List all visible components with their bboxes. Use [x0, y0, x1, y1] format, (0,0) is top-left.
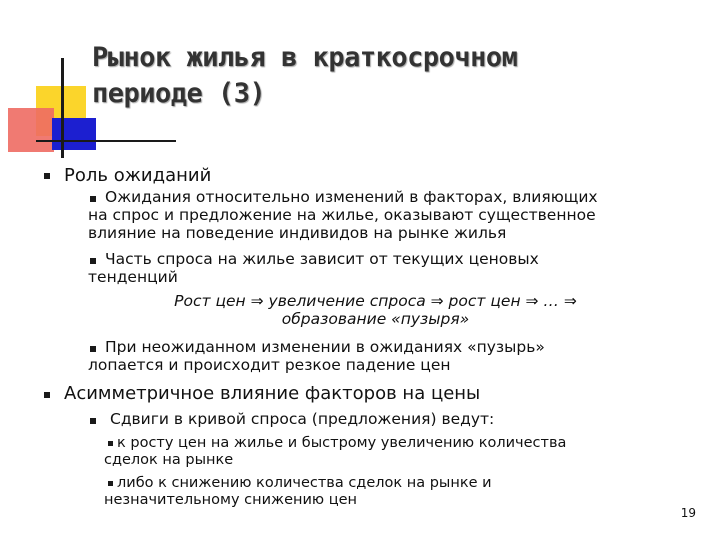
sub-item-line: Ожидания относительно изменений в факторах, влияющих — [105, 188, 598, 206]
sub-item-line: Сдвиги в кривой спроса (предложения) ведут: — [110, 410, 495, 428]
bullet-square-icon — [90, 196, 96, 202]
bullet-square-icon — [90, 346, 96, 352]
sub-item-line: тенденций — [88, 268, 178, 286]
slide-title — [92, 40, 517, 112]
bullet-square-icon — [90, 418, 96, 424]
bullet-square-icon — [44, 392, 50, 398]
decor-blue-square — [52, 118, 96, 150]
sub-sub-item-line: либо к снижению количества сделок на рынке и — [117, 475, 492, 491]
sub-sub-item-line: к росту цен на жилье и быстрому увеличению количества — [117, 435, 567, 451]
page-number: 19 — [680, 506, 696, 520]
decor-red-square — [8, 108, 54, 152]
bullet-square-icon — [90, 258, 96, 264]
decor-vertical-line — [61, 58, 64, 158]
decor-horizontal-line — [36, 140, 176, 142]
bullet-square-icon — [108, 441, 113, 446]
sub-item-line: Часть спроса на жилье зависит от текущих ценовых — [105, 250, 539, 268]
sub-item-line: лопается и происходит резкое падение цен — [88, 356, 451, 374]
slide-title-line2: периоде (3) — [92, 78, 266, 109]
slide-title-line1: Рынок жилья в краткосрочном — [92, 42, 518, 73]
sub-item-line: на спрос и предложение на жилье, оказывают существенное — [88, 206, 596, 224]
sub-sub-item-line: сделок на рынке — [104, 452, 234, 468]
sub-item-line: влияние на поведение индивидов на рынке жилья — [88, 224, 507, 242]
bullet-square-icon — [44, 173, 50, 179]
list-item-expectations: Роль ожиданий — [64, 165, 212, 186]
list-item-asymmetric-influence: Асимметричное влияние факторов на цены — [64, 383, 481, 404]
sub-sub-item-line: незначительному снижению цен — [104, 492, 357, 508]
price-bubble-chain: Рост цен ⇒ увеличение спроса ⇒ рост цен ⇒ … ⇒ — [174, 292, 577, 310]
price-bubble-chain: образование «пузыря» — [281, 310, 470, 328]
bullet-square-icon — [108, 481, 113, 486]
sub-item-line: При неожиданном изменении в ожиданиях «пузырь» — [105, 338, 545, 356]
